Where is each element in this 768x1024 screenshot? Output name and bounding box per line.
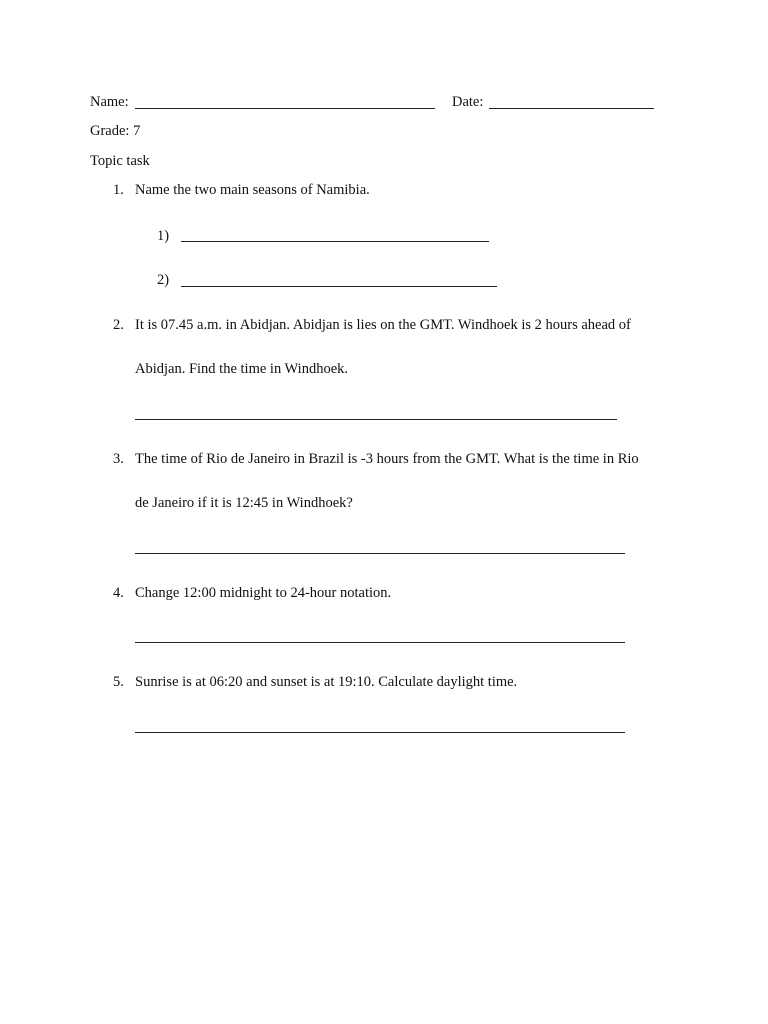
name-answer-line[interactable] xyxy=(135,108,435,109)
answer-line[interactable] xyxy=(181,241,489,242)
answer-label: 2) xyxy=(157,272,170,288)
grade-label: Grade: 7 xyxy=(90,123,141,139)
topic-title: Topic task xyxy=(90,153,150,169)
question-text: Abidjan. Find the time in Windhoek. xyxy=(135,361,349,377)
question-number: 1. xyxy=(113,182,124,198)
answer-line[interactable] xyxy=(135,419,617,420)
answer-line[interactable] xyxy=(135,553,625,554)
question-text: Name the two main seasons of Namibia. xyxy=(135,182,370,198)
name-label: Name: xyxy=(90,94,129,110)
question-text: Sunrise is at 06:20 and sunset is at 19:10. Calculate daylight time. xyxy=(135,674,518,690)
answer-line[interactable] xyxy=(135,642,625,643)
date-answer-line[interactable] xyxy=(489,108,654,109)
question-number: 2. xyxy=(113,317,124,333)
question-number: 3. xyxy=(113,451,124,467)
answer-line[interactable] xyxy=(181,286,497,287)
question-number: 4. xyxy=(113,585,124,601)
answer-label: 1) xyxy=(157,228,170,244)
question-text: It is 07.45 a.m. in Abidjan. Abidjan is lies on the GMT. Windhoek is 2 hours ahead of xyxy=(135,317,631,333)
answer-line[interactable] xyxy=(135,732,625,733)
question-number: 5. xyxy=(113,674,124,690)
question-text: The time of Rio de Janeiro in Brazil is -3 hours from the GMT. What is the time in Rio xyxy=(135,451,639,467)
question-text: de Janeiro if it is 12:45 in Windhoek? xyxy=(135,495,353,511)
date-label: Date: xyxy=(452,94,484,110)
question-text: Change 12:00 midnight to 24-hour notation. xyxy=(135,585,392,601)
